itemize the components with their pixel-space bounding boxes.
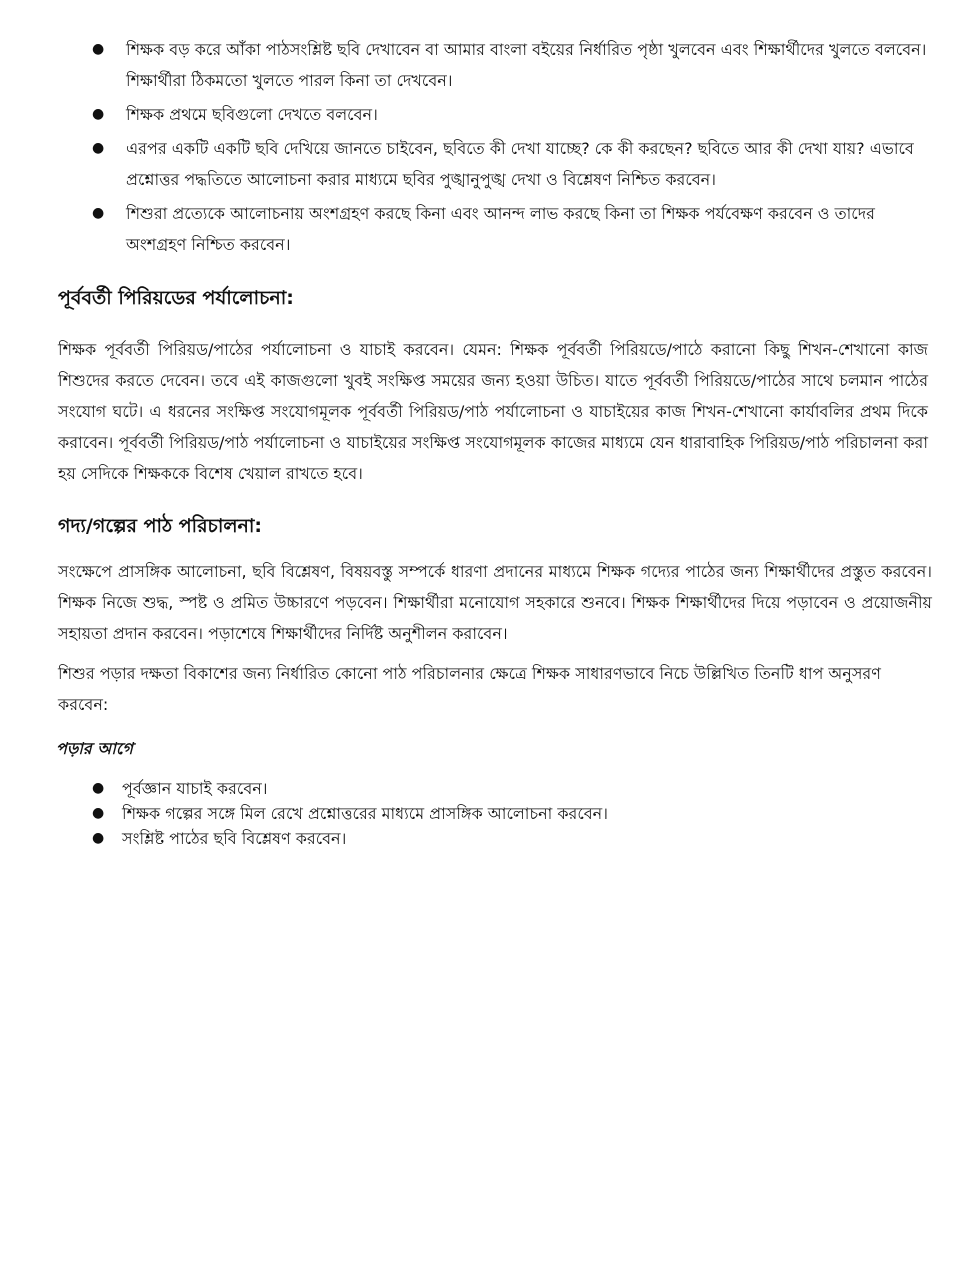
list-item — [88, 776, 928, 801]
list-item — [88, 99, 940, 130]
list-item-text: শিশুরা প্রত্যেকে আলোচনায় অংশগ্রহণ করছে কিনা এবং আনন্দ লাভ করছে কিনা তা শিক্ষক পর্যবেক্ষণ করবেন ও তাদের অংশগ্রহণ নিশ্চিত করবেন। — [126, 204, 875, 254]
prose-paragraph-1: সংক্ষেপে প্রাসঙ্গিক আলোচনা, ছবি বিশ্লেষণ, বিষয়বস্তু সম্পর্কে ধারণা প্রদানের মাধ্যমে শিক্ষক গদ্যের পাঠের জন্য শিক্ষার্থীদের প্রস্তুত করবেন। শিক্ষক নিজে শুদ্ধ, স্পষ্ট ও প্রমিত উচ্চারণে পড়বেন। শিক্ষার্থীরা মনোযোগ সহকারে শুনবে। শিক্ষক শিক্ষার্থীদের দিয়ে পড়াবেন ও প্রয়োজনীয় সহায়তা প্রদান করবেন। পড়াশেষে শিক্ষার্থীদের নির্দিষ্ট অনুশীলন করাবেন। — [58, 562, 932, 643]
review-paragraph: শিক্ষক পূর্ববর্তী পিরিয়ড/পাঠের পর্যালোচনা ও যাচাই করবেন। যেমন: শিক্ষক পূর্ববর্তী পিরিয়ডে/পাঠে করানো কিছু শিখন-শেখানো কাজ শিশুদের করতে দেবেন। তবে এই কাজগুলো খুবই সংক্ষিপ্ত সময়ের জন্য হওয়া উচিত। যাতে পূর্ববর্তী পিরিয়ডে/পাঠের সাথে চলমান পাঠের সংযোগ ঘটে। এ ধরনের সংক্ষিপ্ত সংযোগমূলক পূর্ববর্তী পিরিয়ড/পাঠ পর্যালোচনা ও যাচাইয়ের কাজ শিখন-শেখানো কার্যাবলির প্রথম দিকে করাবেন। পূর্ববর্তী পিরিয়ড/পাঠ পর্যালোচনা ও যাচাইয়ের সংক্ষিপ্ত সংযোগমূলক কাজের মাধ্যমে যেন ধারাবাহিক পিরিয়ড/পাঠ পরিচালনা করা হয় সেদিকে শিক্ষককে বিশেষ খেয়াল রাখতে হবে। — [58, 340, 928, 483]
bullet-icon: ● — [92, 41, 105, 57]
pre-reading-subheading: পড়ার আগে — [56, 739, 133, 758]
list-item-text: শিক্ষক প্রথমে ছবিগুলো দেখতে বলবেন। — [126, 105, 378, 124]
bullet-icon: ● — [92, 140, 105, 156]
list-item — [88, 133, 940, 195]
list-item — [88, 801, 928, 826]
list-item-text: এরপর একটি একটি ছবি দেখিয়ে জানতে চাইবেন, ছবিতে কী দেখা যাচ্ছে? কে কী করছেন? ছবিতে আর কী দেখা যায়? এভাবে প্রশ্নোত্তর পদ্ধতিতে আলোচনা করার মাধ্যমে ছবির পুঙ্খানুপুঙ্খ দেখা ও বিশ্লেষণ নিশ্চিত করবেন। — [126, 139, 914, 189]
list-item — [88, 34, 940, 96]
bullet-icon: ● — [92, 106, 105, 122]
prose-paragraph-2: শিশুর পড়ার দক্ষতা বিকাশের জন্য নির্ধারিত কোনো পাঠ পরিচালনার ক্ষেত্রে শিক্ষক সাধারণভাবে নিচে উল্লিখিত তিনটি ধাপ অনুসরণ করবেন: — [58, 664, 881, 714]
list-item-text: সংশ্লিষ্ট পাঠের ছবি বিশ্লেষণ করবেন। — [122, 829, 347, 848]
list-item-text: পূর্বজ্ঞান যাচাই করবেন। — [122, 779, 268, 798]
review-heading: পূর্ববর্তী পিরিয়ডের পর্যালোচনা: — [58, 287, 294, 309]
bullet-icon: ● — [92, 205, 105, 221]
list-item — [88, 826, 928, 851]
bullet-icon: ● — [92, 805, 105, 821]
bullet-icon: ● — [92, 780, 105, 796]
list-item-text: শিক্ষক গল্পের সঙ্গে মিল রেখে প্রশ্নোত্তরের মাধ্যমে প্রাসঙ্গিক আলোচনা করবেন। — [122, 804, 608, 823]
list-item-text: শিক্ষক বড় করে আঁকা পাঠসংশ্লিষ্ট ছবি দেখাবেন বা আমার বাংলা বইয়ের নির্ধারিত পৃষ্ঠা খুলবেন এবং শিক্ষার্থীদের খুলতে বলবেন। শিক্ষার্থীরা ঠিকমতো খুলতে পারল কিনা তা দেখবেন। — [126, 40, 927, 90]
intro-bullet-list — [88, 34, 940, 263]
bullet-icon: ● — [92, 830, 105, 846]
list-item — [88, 198, 940, 260]
prose-heading: গদ্য/গল্পের পাঠ পরিচালনা: — [58, 515, 262, 537]
pre-reading-list — [88, 776, 928, 851]
